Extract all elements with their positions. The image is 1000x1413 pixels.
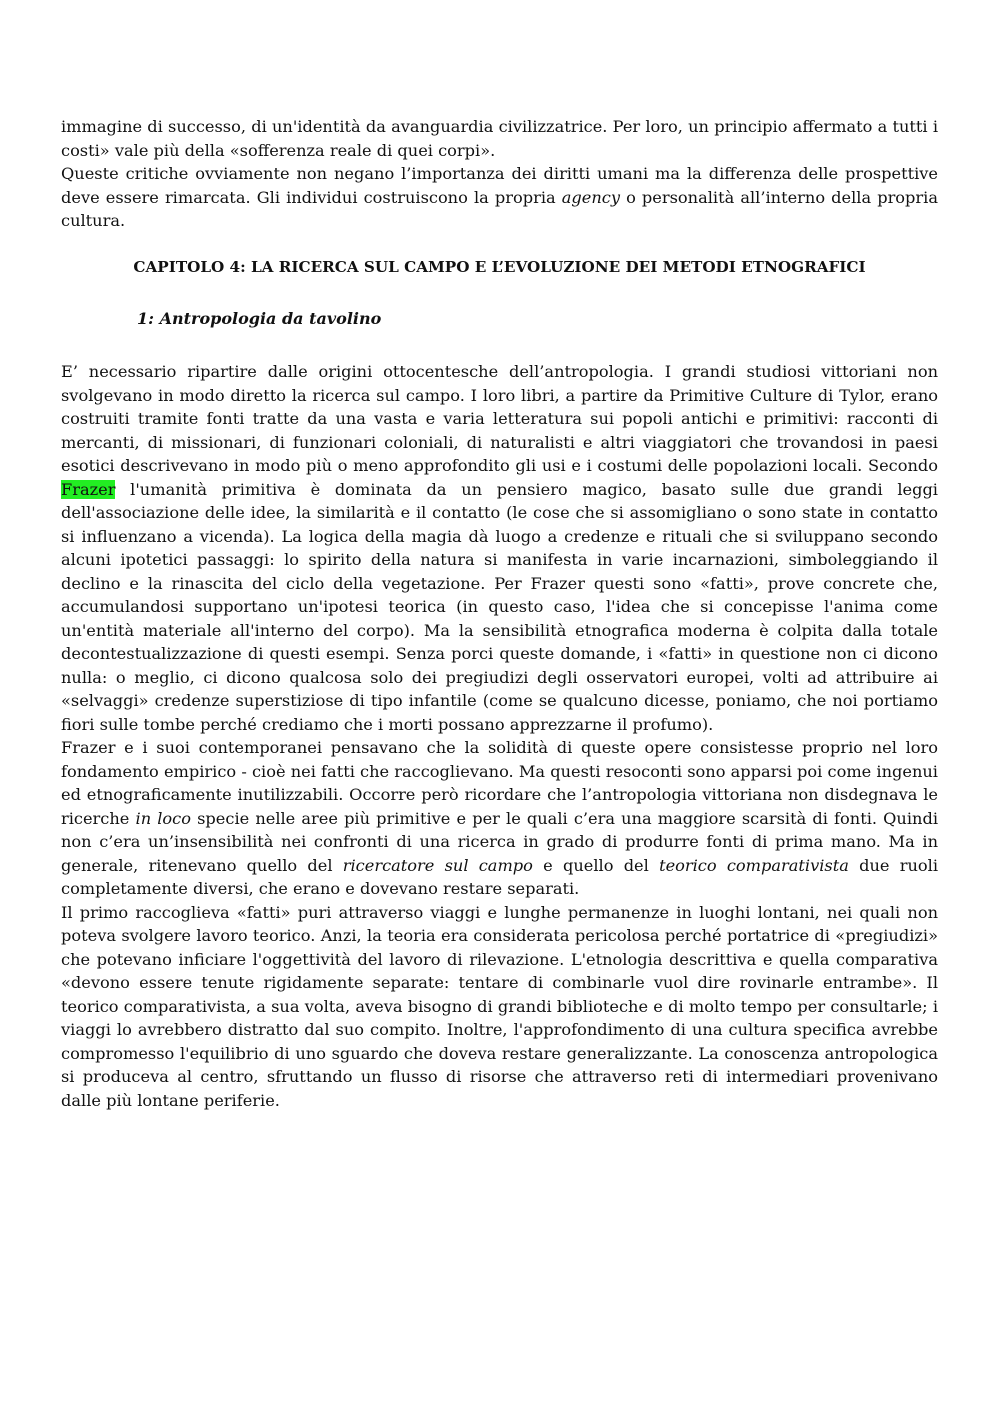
intro-line-2-end: o personalità all’interno della propria cultura. <box>61 187 938 230</box>
intro-line-2-start: Queste critiche ovviamente non negano l’importanza dei diritti umani ma la differenza delle prospettive deve essere rimarcata. Gli individui costruiscono la propria <box>61 164 938 207</box>
intro-line-1: immagine di successo, di un'identità da avanguardia civilizzatrice. Per loro, un principio affermato a tutti i costi» vale più della «sofferenza reale di quei corpi». <box>61 117 938 160</box>
paragraph-3: Il primo raccoglieva «fatti» puri attraverso viaggi e lunghe permanenze in luoghi lontani, nei quali non poteva svolgere lavoro teorico. Anzi, la teoria era considerata pericolosa perché portatrice di «pregiudizi» che potevano inficiare l'oggettività del lavoro di rilevazione. L'etnologia descrittiva e quella comparativa «devono essere tenute rigidamente separate: tentare di combinarle vuol dire rovinarle entrambe». Il teorico comparativista, a sua volta, aveva bisogno di grandi biblioteche e di molto tempo per consultarle; i viaggi lo avrebbero distratto dal suo compito. Inoltre, l'approfondimento di una cultura specifica avrebbe compromesso l'equilibrio di uno sguardo che doveva restare generalizzante. La conoscenza antropologica si produceva al centro, sfruttando un flusso di risorse che attraverso reti di intermediari provenivano dalle più lontane periferie. <box>61 902 938 1110</box>
highlighted-word: Frazer <box>61 479 116 499</box>
paragraph-1-end: l'umanità primitiva è dominata da un pensiero magico, basato sulle due grandi leggi dell'associazione delle idee, la similarità e il contatto (le cose che si assomigliano o sono state in contatto si influenzano a vicenda). La logica della magia dà luogo a credenze e rituali che si sviluppano secondo alcuni ipotetici passaggi: lo spirito della natura si manifesta in varie incarnazioni, simboleggiando il declino e la rinascita del ciclo della vegetazione. Per Frazer questi sono «fatti», prove concrete che, accumulandosi supportano un'ipotesi teorica (in questo caso, l'idea che si concepisse l'anima come un'entità materiale all'interno del corpo). Ma la sensibilità etnografica moderna è colpita dalla totale decontestualizzazione di questi esempi. Senza porci queste domande, i «fatti» in questione non ci dicono nulla: o meglio, ci dicono qualcosa solo dei pregiudizi degli osservatori europei, volti ad attribuire ai «selvaggi» credenze superstiziose di tipo infantile (come se qualcuno dicesse, poniamo, che noi portiamo fiori sulle tombe perché crediamo che i morti possano apprezzarne il profumo). <box>61 479 938 734</box>
paragraph-2-part-b: specie nelle aree più primitive e per le quali c’era una maggiore scarsità di fonti. Quindi non c’era un’insensibilità nei confronti di una ricerca in grado di produrre fonti di prima mano. Ma in generale, ritenevano quello del <box>61 808 938 875</box>
paragraph-1-start: E’ necessario ripartire dalle origini ottocentesche dell’antropologia. I grandi studiosi vittoriani non svolgevano in modo diretto la ricerca sul campo. I loro libri, a partire da Primitive Culture di Tylor, erano costruiti tramite fonti tratte da una vasta e varia letteratura sui popoli antichi e primitivi: racconti di mercanti, di missionari, di funzionari coloniali, di naturalisti e altri viaggiatori che trovandosi in paesi esotici descrivevano in modo più o meno approfondito gli usi e i costumi delle popolazioni locali. Secondo <box>61 362 938 475</box>
paragraph-2-part-c: e quello del <box>543 855 649 875</box>
body-text <box>61 360 938 1112</box>
in-loco-term: in loco <box>135 808 191 828</box>
paragraph-2-part-a: Frazer e i suoi contemporanei pensavano che la solidità di queste opere consistesse proprio nel loro fondamento empirico - cioè nei fatti che raccoglievano. Ma questi resoconti sono apparsi poi come ingenui ed etnograficamente inutilizzabili. Occorre però ricordare che l’antropologia vittoriana non disdegnava le ricerche <box>61 738 938 828</box>
paragraph-2-part-d: due ruoli completamente diversi, che erano e dovevano restare separati. <box>61 855 939 898</box>
teorico-term: teorico comparativista <box>659 855 849 875</box>
agency-term: agency <box>561 187 620 207</box>
chapter-heading: CAPITOLO 4: LA RICERCA SUL CAMPO E L’EVOLUZIONE DEI METODI ETNOGRAFICI <box>133 258 866 276</box>
ricercatore-term: ricercatore sul campo <box>342 855 533 875</box>
section-heading: 1: Antropologia da tavolino <box>137 309 382 328</box>
intro-paragraph <box>61 115 938 233</box>
